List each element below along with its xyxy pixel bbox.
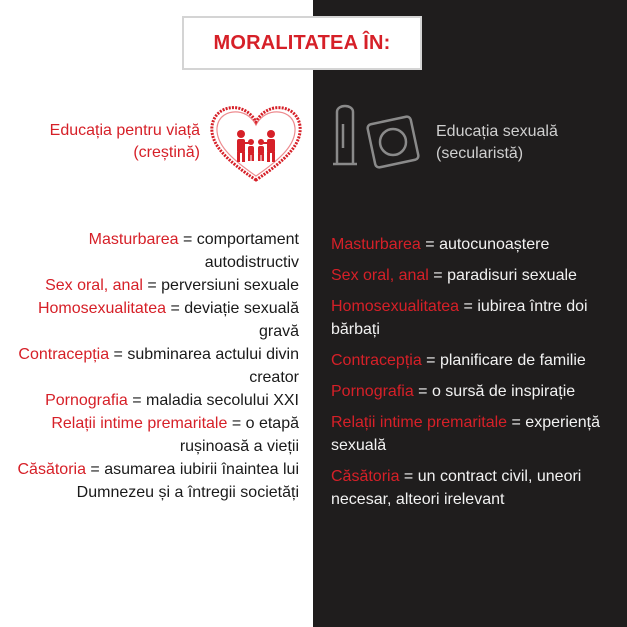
term: Masturbarea (331, 236, 421, 253)
list-item (331, 465, 621, 511)
term: Căsătoria (331, 468, 400, 485)
list-item (16, 458, 299, 504)
list-item (16, 228, 299, 274)
term: Homosexualitatea (331, 298, 460, 315)
definition: = comportament autodistructiv (178, 231, 299, 271)
definition: = deviație sexuală gravă (166, 300, 299, 340)
list-item (16, 274, 299, 297)
right-heading-line1: Educația sexuală (436, 123, 558, 140)
term: Contracepția (18, 346, 110, 363)
definition: = o etapă rușinoasă a vieții (179, 415, 299, 455)
term: Homosexualitatea (37, 300, 167, 317)
term: Pornografia (331, 383, 414, 400)
left-column-heading (20, 120, 200, 164)
list-item (331, 349, 621, 372)
list-item (16, 412, 299, 458)
term: Contracepția (331, 352, 422, 369)
right-column-heading (436, 121, 616, 165)
list-item (16, 389, 299, 412)
list-item (331, 411, 621, 457)
list-item (331, 380, 621, 403)
title-text: MORALITATEA ÎN: (213, 31, 391, 54)
left-heading-line1: Educația pentru viață (49, 122, 200, 139)
definition: = o sursă de inspirație (413, 383, 576, 400)
term: Pornografia (45, 392, 128, 409)
term: Relații intime premaritale (331, 414, 508, 431)
condom-icon (325, 98, 425, 172)
term: Sex oral, anal (45, 277, 143, 294)
definition: = iubirea între doi bărbați (331, 298, 588, 338)
definition: = maladia secolului XXI (127, 392, 299, 409)
definition: = un contract civil, uneori necesar, alteori irelevant (331, 468, 582, 508)
right-definitions-list (331, 233, 621, 519)
right-heading-line2: (secularistă) (436, 145, 524, 162)
definition: = perversiuni sexuale (142, 277, 299, 294)
definition: = experiență sexuală (331, 414, 601, 454)
definition: = paradisuri sexuale (428, 267, 577, 284)
term: Sex oral, anal (331, 267, 429, 284)
list-item (16, 343, 299, 389)
definition: = autocunoaștere (420, 236, 550, 253)
term: Căsătoria (17, 461, 86, 478)
left-definitions-list (16, 228, 299, 504)
left-heading-line2: (creștină) (133, 144, 200, 161)
list-item (331, 233, 621, 256)
term: Masturbarea (88, 231, 179, 248)
definition: = planificare de familie (421, 352, 586, 369)
list-item (331, 264, 621, 287)
heart-family-icon (206, 100, 306, 186)
definition: = subminarea actului divin creator (109, 346, 299, 386)
list-item (331, 295, 621, 341)
definition: = asumarea iubirii înaintea lui Dumnezeu și a întregii societăți (76, 461, 299, 501)
term: Relații intime premaritale (51, 415, 228, 432)
list-item (16, 297, 299, 343)
page-title (182, 16, 422, 70)
